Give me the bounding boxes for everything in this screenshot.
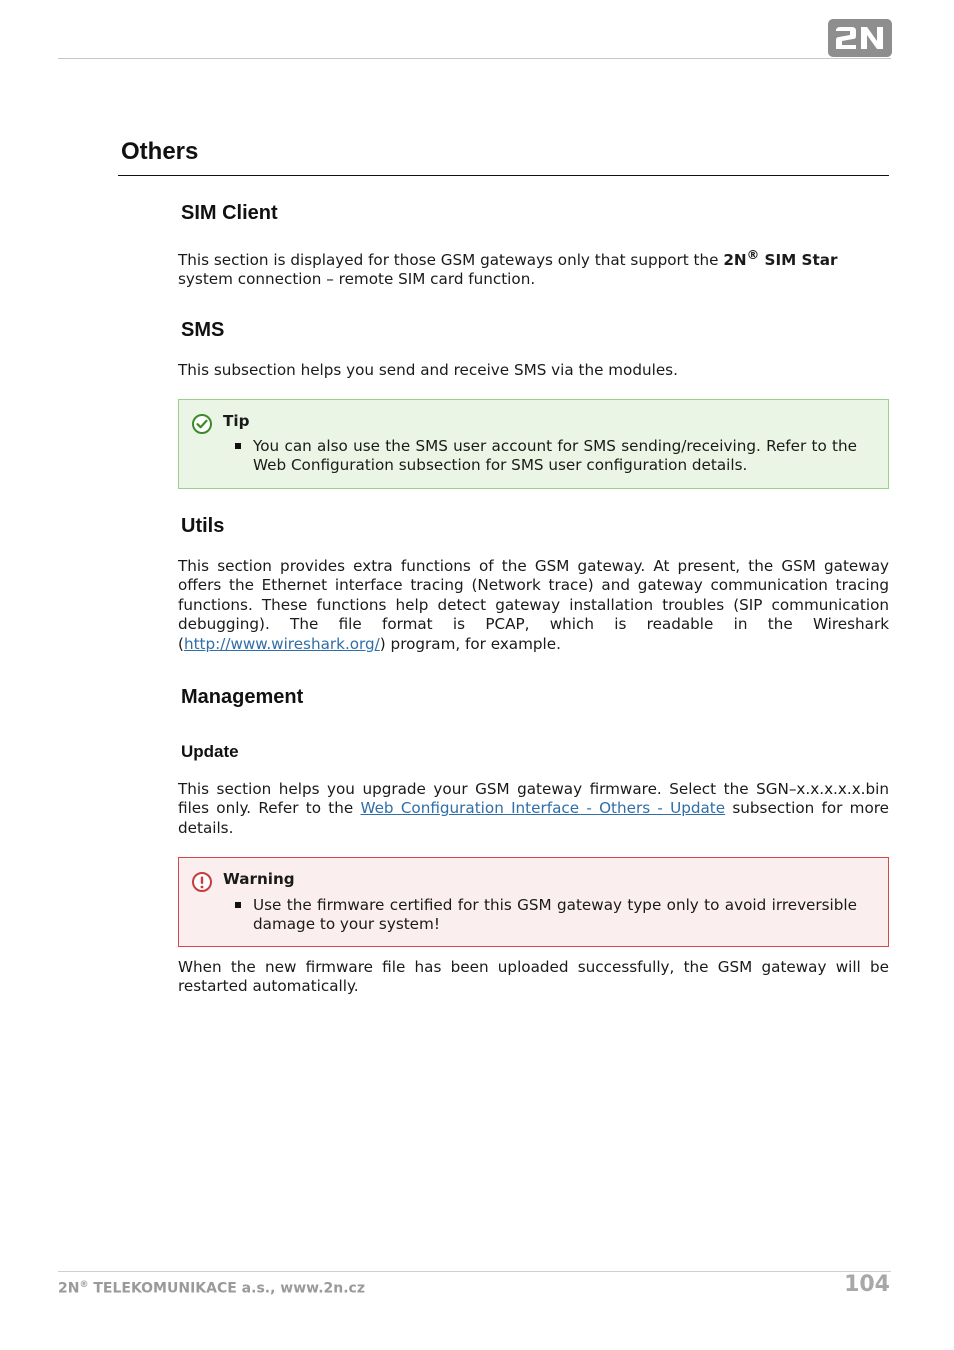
product-name: SIM Star bbox=[759, 251, 838, 270]
page-title: Others bbox=[121, 138, 199, 165]
sim-client-text-end: system connection – remote SIM card function. bbox=[178, 270, 536, 289]
tip-box bbox=[178, 399, 889, 489]
utils-text bbox=[178, 557, 889, 654]
utils-heading: Utils bbox=[181, 515, 225, 537]
update-text-end: subsection for more details. bbox=[178, 799, 889, 837]
warning-bullet-text: Use the firmware certified for this GSM gateway type only to avoid irreversible damage to your system! bbox=[253, 896, 857, 934]
brand-logo bbox=[828, 19, 892, 57]
bullet-mark bbox=[235, 443, 241, 449]
header-rule bbox=[58, 58, 891, 59]
footer-brand: 2N bbox=[58, 1280, 80, 1297]
warning-title: Warning bbox=[223, 870, 295, 888]
sms-text: This subsection helps you send and receive SMS via the modules. bbox=[178, 361, 678, 379]
sim-client-text bbox=[178, 245, 889, 290]
exclamation-circle-icon bbox=[191, 871, 213, 893]
update-text-start: This section helps you upgrade your GSM gateway firmware. Select the SGN–x.x.x.x.x.bin files only. Refer to the bbox=[178, 780, 889, 818]
web-config-others-update-link[interactable]: Web Configuration Interface - Others - Update bbox=[360, 799, 726, 818]
brand-name: 2N bbox=[723, 251, 747, 270]
utils-text-start: This section provides extra functions of the GSM gateway. At present, the GSM gateway offers the Ethernet interface tracing (Network trace) and gateway communication tracing functions. These functions help detect gateway installation troubles (SIP communication debugging). The file format is PCAP, which is readable in the Wireshark ( bbox=[178, 557, 889, 653]
registered-mark: ® bbox=[746, 247, 760, 262]
footer-company bbox=[58, 1280, 365, 1297]
brand-2n bbox=[723, 247, 838, 270]
sim-client-text-start: This section is displayed for those GSM gateways only that support the bbox=[178, 251, 724, 270]
footer-company-name: TELEKOMUNIKACE a.s., www.2n.cz bbox=[88, 1280, 365, 1297]
utils-text-end: ) program, for example. bbox=[379, 634, 561, 653]
update-text bbox=[178, 780, 889, 838]
warning-box bbox=[178, 857, 889, 947]
title-rule bbox=[118, 175, 889, 176]
check-circle-icon bbox=[191, 413, 213, 435]
update-heading: Update bbox=[181, 742, 239, 761]
tip-title: Tip bbox=[223, 412, 250, 430]
footer-registered-mark: ® bbox=[79, 1280, 89, 1290]
warning-bullet bbox=[253, 896, 857, 935]
sim-client-heading: SIM Client bbox=[181, 202, 278, 224]
tip-bullet bbox=[253, 437, 857, 476]
management-heading: Management bbox=[181, 686, 304, 708]
tip-bullet-text: You can also use the SMS user account for SMS sending/receiving. Refer to the Web Configuration subsection for SMS user configuration details. bbox=[253, 437, 857, 475]
sms-heading: SMS bbox=[181, 319, 225, 341]
footer-rule bbox=[58, 1271, 891, 1272]
wireshark-link[interactable]: http://www.wireshark.org/ bbox=[183, 634, 380, 653]
page-number: 104 bbox=[844, 1272, 890, 1297]
update-closing-text: When the new firmware file has been uploaded successfully, the GSM gateway will be restarted automatically. bbox=[178, 958, 889, 996]
bullet-mark bbox=[235, 902, 241, 908]
